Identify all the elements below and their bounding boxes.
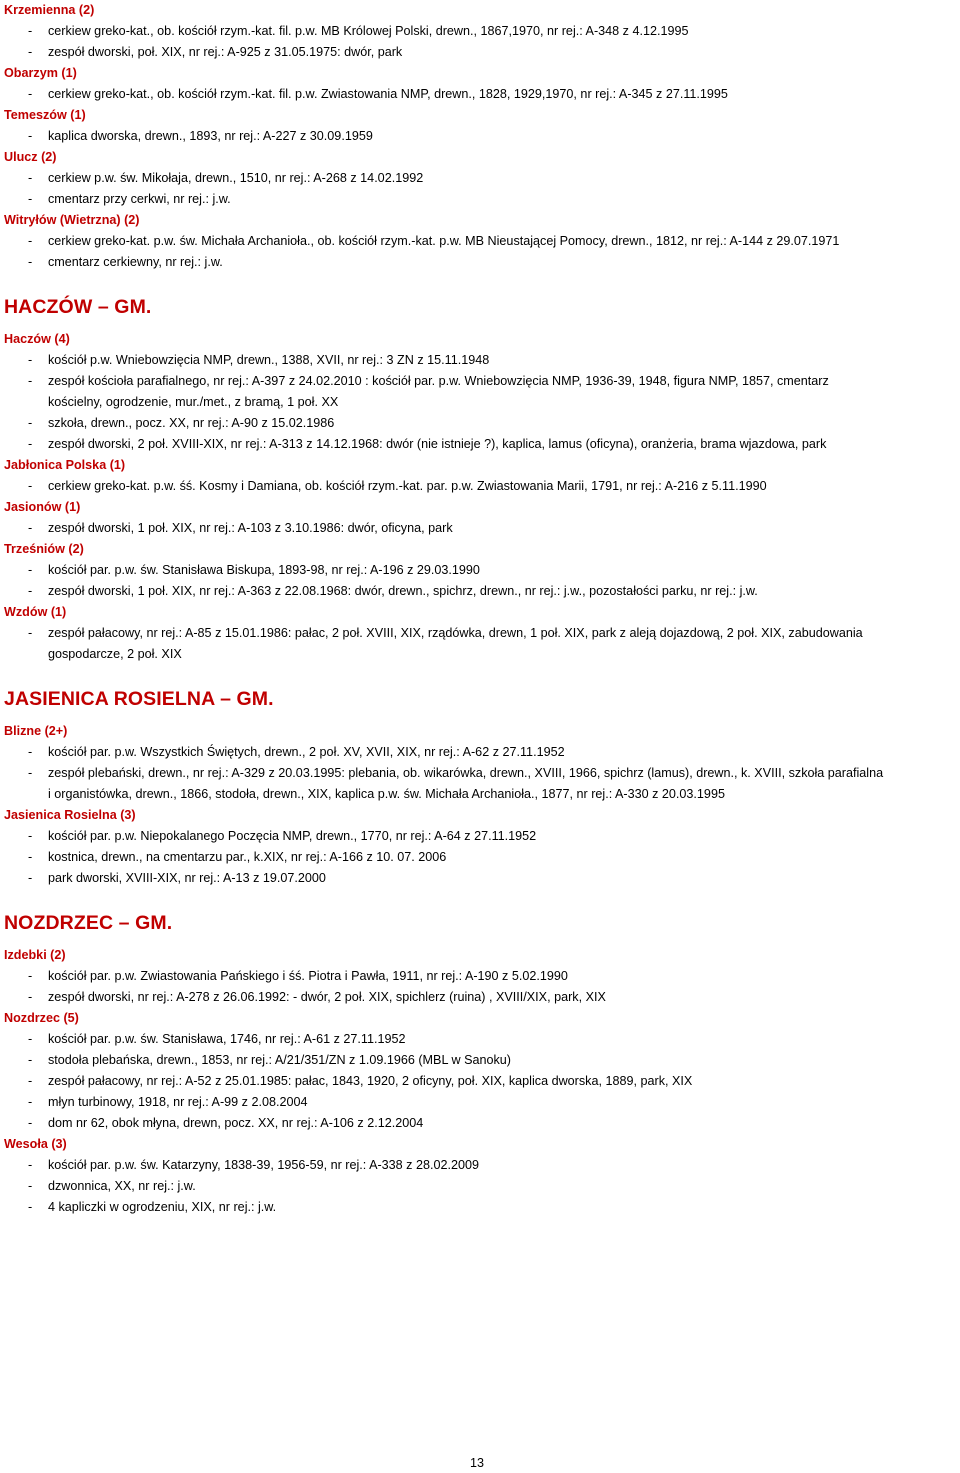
list-dash: -: [28, 437, 33, 451]
list-item-continuation: [4, 784, 956, 805]
list-item-text: zespół dworski, poł. XIX, nr rej.: A-925 z 31.05.1975: dwór, park: [48, 45, 403, 59]
list-item: [4, 1092, 956, 1113]
list-item-text: kostnica, drewn., na cmentarzu par., k.XIX, nr rej.: A-166 z 10. 07. 2006: [48, 850, 447, 864]
list-item: [4, 847, 956, 868]
list-item-text: kościół par. p.w. Niepokalanego Poczęcia NMP, drewn., 1770, nr rej.: A-64 z 27.11.1952: [48, 829, 537, 843]
list-item: [4, 763, 956, 784]
list-item: [4, 350, 956, 371]
list-dash: -: [28, 990, 33, 1004]
list-item-continuation: [4, 644, 956, 665]
list-item: [4, 518, 956, 539]
list-item-text: cmentarz przy cerkwi, nr rej.: j.w.: [48, 192, 231, 206]
list-dash: -: [28, 1116, 33, 1130]
list-item-text: zespół pałacowy, nr rej.: A-85 z 15.01.1986: pałac, 2 poł. XVIII, XIX, rządówka, drewn, 1 poł. XIX, park z aleją dojazdową, 2 poł. XIX, zabudowania: [48, 626, 863, 640]
list-item: [4, 1050, 956, 1071]
list-dash: -: [28, 479, 33, 493]
list-dash: -: [28, 969, 33, 983]
list-dash: -: [28, 87, 33, 101]
list-item: [4, 623, 956, 644]
locality-heading: Obarzym (1): [4, 66, 77, 80]
list-item-continuation: [4, 392, 956, 413]
list-dash: -: [28, 745, 33, 759]
list-item: [4, 21, 956, 42]
list-item-text: park dworski, XVIII-XIX, nr rej.: A-13 z 19.07.2000: [48, 871, 326, 885]
list-item-text: kościół p.w. Wniebowzięcia NMP, drewn., 1388, XVII, nr rej.: 3 ZN z 15.11.1948: [48, 353, 490, 367]
list-item-text: zespół dworski, nr rej.: A-278 z 26.06.1992: - dwór, 2 poł. XIX, spichlerz (ruina) , XVIII/XIX, park, XIX: [48, 990, 606, 1004]
list-dash: -: [28, 1074, 33, 1088]
list-item: [4, 413, 956, 434]
list-dash: -: [28, 1095, 33, 1109]
list-item-text: 4 kapliczki w ogrodzeniu, XIX, nr rej.: j.w.: [48, 1200, 277, 1214]
locality-heading: Krzemienna (2): [4, 3, 95, 17]
list-dash: -: [28, 829, 33, 843]
list-item-text: gospodarcze, 2 poł. XIX: [48, 647, 182, 661]
gmina-heading: NOZDRZEC – GM.: [4, 912, 173, 934]
locality-heading: Temeszów (1): [4, 108, 86, 122]
list-dash: -: [28, 1200, 33, 1214]
list-dash: -: [28, 766, 33, 780]
list-item-text: stodoła plebańska, drewn., 1853, nr rej.: A/21/351/ZN z 1.09.1966 (MBL w Sanoku): [48, 1053, 511, 1067]
list-item-text: zespół dworski, 2 poł. XVIII-XIX, nr rej.: A-313 z 14.12.1968: dwór (nie istnieje ?), kaplica, lamus (oficyna), oranżeria, brama wjazdowa, park: [48, 437, 827, 451]
locality-heading: Haczów (4): [4, 332, 70, 346]
list-dash: -: [28, 563, 33, 577]
gmina-heading: HACZÓW – GM.: [4, 296, 152, 318]
locality-heading: Blizne (2+): [4, 724, 68, 738]
list-item-text: kościół par. p.w. św. Katarzyny, 1838-39, 1956-59, nr rej.: A-338 z 28.02.2009: [48, 1158, 480, 1172]
list-item: [4, 231, 956, 252]
list-dash: -: [28, 45, 33, 59]
list-dash: -: [28, 584, 33, 598]
list-item-text: zespół dworski, 1 poł. XIX, nr rej.: A-363 z 22.08.1968: dwór, drewn., spichrz, drewn., nr rej.: j.w., pozostałości parku, nr rej.: j.w.: [48, 584, 758, 598]
list-item-text: dzwonnica, XX, nr rej.: j.w.: [48, 1179, 196, 1193]
list-item: [4, 1071, 956, 1092]
list-item-text: i organistówka, drewn., 1866, stodoła, drewn., XIX, kaplica p.w. św. Michała Archanioła., 1877, nr rej.: A-330 z 20.03.1995: [48, 787, 725, 801]
locality-heading: Wzdów (1): [4, 605, 67, 619]
list-item: [4, 966, 956, 987]
list-item-text: kościół par. p.w. św. Stanisława Biskupa, 1893-98, nr rej.: A-196 z 29.03.1990: [48, 563, 480, 577]
list-dash: -: [28, 1158, 33, 1172]
list-item-text: cmentarz cerkiewny, nr rej.: j.w.: [48, 255, 223, 269]
page-number: 13: [470, 1456, 485, 1470]
list-dash: -: [28, 1053, 33, 1067]
list-item-text: zespół plebański, drewn., nr rej.: A-329 z 20.03.1995: plebania, ob. wikarówka, drewn., XVIII, 1966, spichrz (lamus), drewn., k. XVIII, szkoła parafialna: [48, 766, 884, 780]
list-item: [4, 581, 956, 602]
locality-heading: Trześniów (2): [4, 542, 84, 556]
list-item: [4, 84, 956, 105]
list-item: [4, 371, 956, 392]
list-item-text: szkoła, drewn., pocz. XX, nr rej.: A-90 z 15.02.1986: [48, 416, 335, 430]
list-item: [4, 987, 956, 1008]
list-item: [4, 742, 956, 763]
list-item-text: zespół pałacowy, nr rej.: A-52 z 25.01.1985: pałac, 1843, 1920, 2 oficyny, poł. XIX, kaplica dworska, 1889, park, XIX: [48, 1074, 693, 1088]
list-item: [4, 1155, 956, 1176]
list-item: [4, 476, 956, 497]
locality-heading: Jabłonica Polska (1): [4, 458, 126, 472]
list-dash: -: [28, 521, 33, 535]
list-item: [4, 434, 956, 455]
list-dash: -: [28, 353, 33, 367]
list-item-text: zespół dworski, 1 poł. XIX, nr rej.: A-103 z 3.10.1986: dwór, oficyna, park: [48, 521, 453, 535]
list-dash: -: [28, 192, 33, 206]
list-item-text: cerkiew greko-kat., ob. kościół rzym.-kat. fil. p.w. MB Królowej Polski, drewn., 1867,1970, nr rej.: A-348 z 4.12.1995: [48, 24, 689, 38]
gmina-heading: JASIENICA ROSIELNA – GM.: [4, 688, 274, 710]
locality-heading: Izdebki (2): [4, 948, 66, 962]
list-item-text: kościół par. p.w. św. Stanisława, 1746, nr rej.: A-61 z 27.11.1952: [48, 1032, 406, 1046]
list-item: [4, 868, 956, 889]
list-item-text: cerkiew p.w. św. Mikołaja, drewn., 1510, nr rej.: A-268 z 14.02.1992: [48, 171, 424, 185]
list-item-text: cerkiew greko-kat. p.w. śś. Kosmy i Damiana, ob. kościół rzym.-kat. par. p.w. Zwiastowania Marii, 1791, nr rej.: A-216 z 5.11.1990: [48, 479, 767, 493]
document-body: [4, 0, 956, 1218]
list-dash: -: [28, 374, 33, 388]
list-dash: -: [28, 1032, 33, 1046]
list-dash: -: [28, 416, 33, 430]
list-item-text: kościół par. p.w. Wszystkich Świętych, drewn., 2 poł. XV, XVII, XIX, nr rej.: A-62 z 27.11.1952: [48, 745, 565, 759]
list-dash: -: [28, 24, 33, 38]
locality-heading: Wesoła (3): [4, 1137, 67, 1151]
list-item-text: młyn turbinowy, 1918, nr rej.: A-99 z 2.08.2004: [48, 1095, 308, 1109]
list-item: [4, 1176, 956, 1197]
list-item-text: kaplica dworska, drewn., 1893, nr rej.: A-227 z 30.09.1959: [48, 129, 373, 143]
list-item-text: dom nr 62, obok młyna, drewn, pocz. XX, nr rej.: A-106 z 2.12.2004: [48, 1116, 424, 1130]
list-dash: -: [28, 850, 33, 864]
list-item: [4, 1197, 956, 1218]
list-item-text: kościół par. p.w. Zwiastowania Pańskiego i śś. Piotra i Pawła, 1911, nr rej.: A-190 z 5.02.1990: [48, 969, 568, 983]
locality-heading: Ulucz (2): [4, 150, 57, 164]
list-dash: -: [28, 255, 33, 269]
list-dash: -: [28, 234, 33, 248]
list-item: [4, 252, 956, 273]
list-item: [4, 560, 956, 581]
locality-heading: Nozdrzec (5): [4, 1011, 79, 1025]
locality-heading: Jasionów (1): [4, 500, 81, 514]
locality-heading: Witryłów (Wietrzna) (2): [4, 213, 140, 227]
list-item: [4, 1029, 956, 1050]
list-item: [4, 42, 956, 63]
list-item: [4, 168, 956, 189]
list-item: [4, 189, 956, 210]
list-item-text: zespół kościoła parafialnego, nr rej.: A-397 z 24.02.2010 : kościół par. p.w. Wniebowzięcia NMP, 1936-39, 1948, figura NMP, 1857, cmentarz: [48, 374, 829, 388]
locality-heading: Jasienica Rosielna (3): [4, 808, 136, 822]
list-dash: -: [28, 871, 33, 885]
list-dash: -: [28, 626, 33, 640]
list-dash: -: [28, 129, 33, 143]
list-item: [4, 126, 956, 147]
list-item-text: cerkiew greko-kat., ob. kościół rzym.-kat. fil. p.w. Zwiastowania NMP, drewn., 1828, 1929,1970, nr rej.: A-345 z 27.11.1995: [48, 87, 728, 101]
list-item: [4, 826, 956, 847]
list-item-text: cerkiew greko-kat. p.w. św. Michała Archanioła., ob. kościół rzym.-kat. p.w. MB Nieustającej Pomocy, drewn., 1812, nr rej.: A-144 z 29.07.1971: [48, 234, 840, 248]
list-item: [4, 1113, 956, 1134]
list-dash: -: [28, 1179, 33, 1193]
list-dash: -: [28, 171, 33, 185]
list-item-text: kościelny, ogrodzenie, mur./met., z bramą, 1 poł. XX: [48, 395, 339, 409]
